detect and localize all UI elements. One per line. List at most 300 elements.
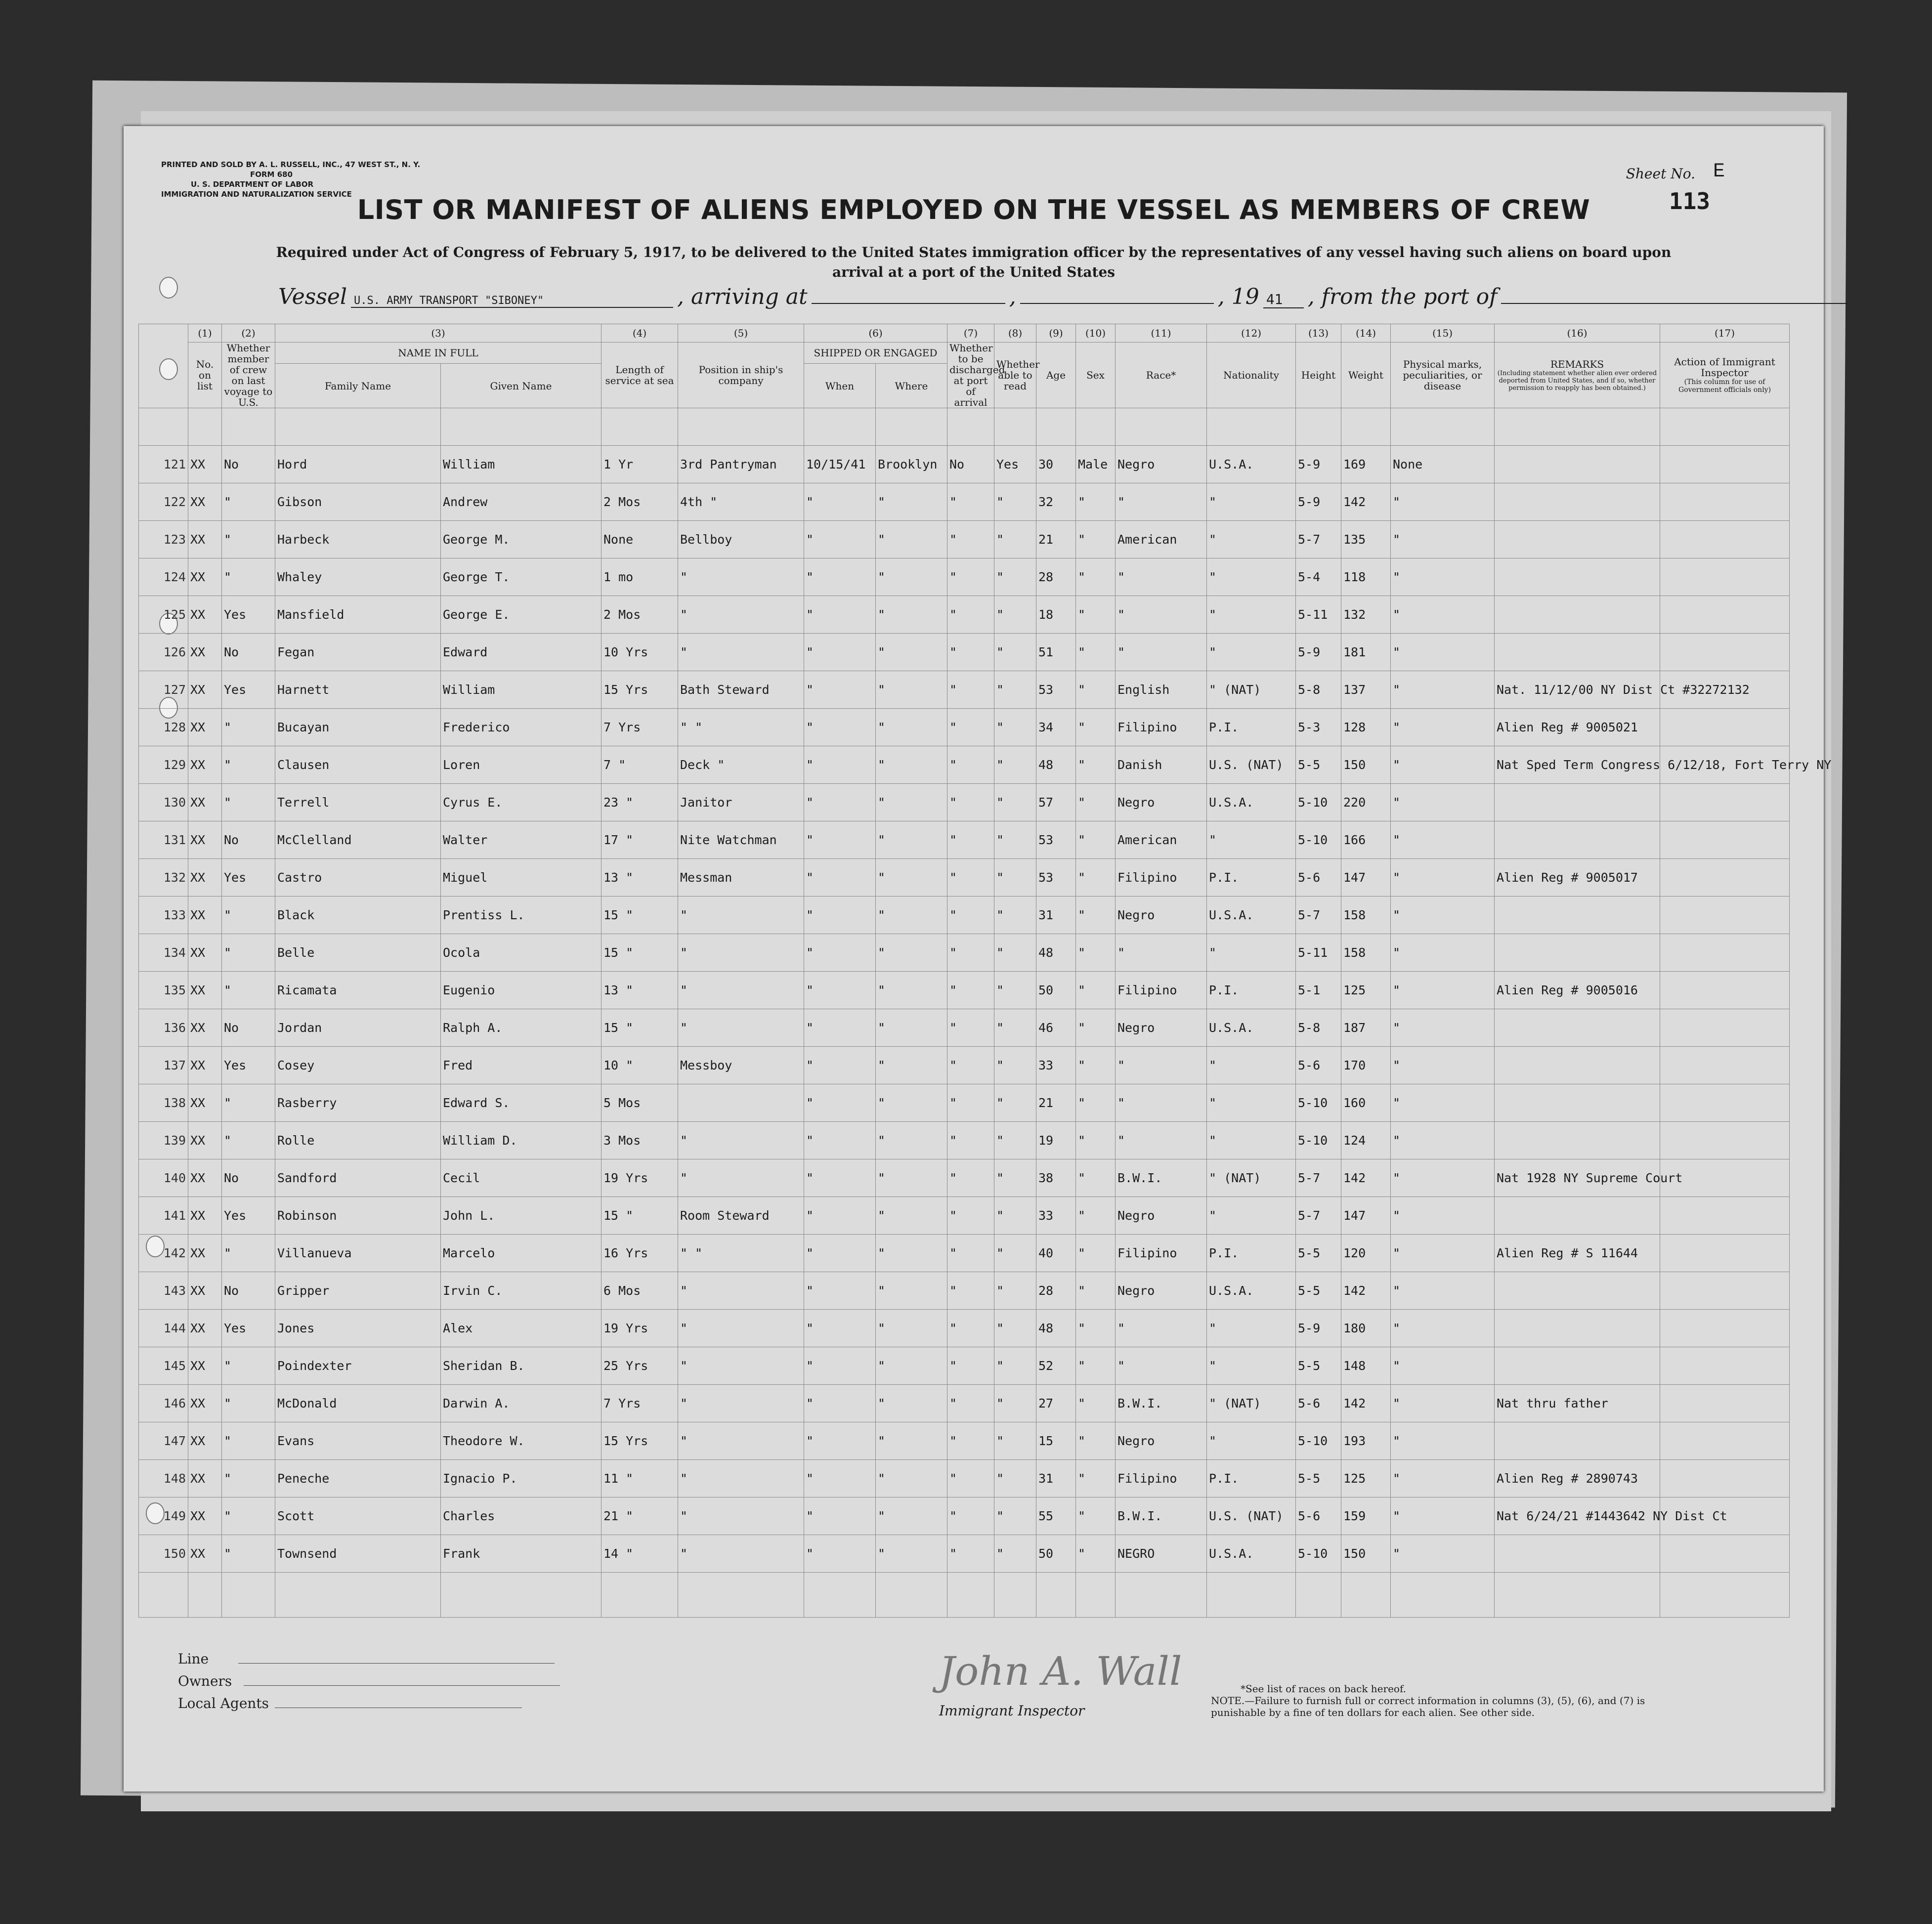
race-cell: Filipino (1116, 1460, 1207, 1497)
shipped-when-cell: " (804, 821, 876, 859)
inspector-action-cell (1660, 1272, 1790, 1310)
age-cell: 53 (1036, 671, 1076, 709)
shipped-when-cell: " (804, 558, 876, 596)
col-inspector-title: Action of Immigrant Inspector (1674, 356, 1775, 379)
weight-cell: 160 (1341, 1084, 1391, 1122)
shipped-where-cell: " (876, 1197, 947, 1235)
given-name-cell: William (441, 446, 601, 483)
height-cell: 5-3 (1296, 709, 1341, 746)
read-cell: " (994, 821, 1036, 859)
remarks-cell: Nat. 11/12/00 NY Dist Ct #32272132 (1495, 671, 1660, 709)
sex-cell: " (1076, 1235, 1116, 1272)
shipped-where-cell: " (876, 671, 947, 709)
age-cell: 51 (1036, 634, 1076, 671)
height-cell: 5-10 (1296, 1122, 1341, 1159)
last-voyage-cell: No (222, 821, 275, 859)
last-voyage-cell: " (222, 1084, 275, 1122)
sex-cell: " (1076, 934, 1116, 972)
height-cell: 5-5 (1296, 1347, 1341, 1385)
crew-row (139, 1084, 1790, 1122)
crew-row (139, 483, 1790, 521)
weight-cell: 147 (1341, 1197, 1391, 1235)
remarks-cell (1495, 1310, 1660, 1347)
last-voyage-cell: " (222, 746, 275, 784)
race-cell: Danish (1116, 746, 1207, 784)
position-cell: Messman (678, 859, 804, 897)
footnote (1211, 1683, 1680, 1718)
line-number: 149 (139, 1497, 188, 1535)
inspector-signature: John A. Wall (939, 1648, 1182, 1694)
shipped-where-cell: " (876, 558, 947, 596)
line-number: 129 (139, 746, 188, 784)
service: IMMIGRATION AND NATURALIZATION SERVICE (161, 190, 352, 199)
shipped-where-cell: " (876, 634, 947, 671)
given-name-cell: Loren (441, 746, 601, 784)
shipped-where-cell: " (876, 821, 947, 859)
physical-marks-cell: " (1391, 1159, 1495, 1197)
race-cell: American (1116, 521, 1207, 558)
service-length-cell: 1 Yr (601, 446, 678, 483)
shipped-when-cell: " (804, 1310, 876, 1347)
given-name-cell: Fred (441, 1047, 601, 1084)
line-number: 124 (139, 558, 188, 596)
crew-row (139, 934, 1790, 972)
family-name-cell: Harbeck (275, 521, 441, 558)
inspector-action-cell (1660, 1047, 1790, 1084)
physical-marks-cell: " (1391, 1047, 1495, 1084)
given-name-cell: Charles (441, 1497, 601, 1535)
line-number: 130 (139, 784, 188, 821)
position-cell: Janitor (678, 784, 804, 821)
nationality-cell: " (1207, 558, 1296, 596)
remarks-cell (1495, 1084, 1660, 1122)
col-age: Age (1036, 342, 1076, 408)
discharged-cell: " (947, 671, 994, 709)
line-number: 132 (139, 859, 188, 897)
col9-num: (9) (1036, 324, 1076, 342)
inspector-action-cell (1660, 596, 1790, 634)
sex-cell: Male (1076, 446, 1116, 483)
family-name-cell: Mansfield (275, 596, 441, 634)
race-cell: Negro (1116, 1009, 1207, 1047)
no-on-list: XX (188, 596, 222, 634)
printer-imprint (161, 160, 420, 199)
age-cell: 57 (1036, 784, 1076, 821)
family-name-cell: Whaley (275, 558, 441, 596)
remarks-cell (1495, 634, 1660, 671)
col-when: When (804, 364, 876, 408)
read-cell: " (994, 972, 1036, 1009)
agents-label: Local Agents (178, 1695, 269, 1711)
discharged-cell: " (947, 1159, 994, 1197)
height-cell: 5-1 (1296, 972, 1341, 1009)
age-cell: 32 (1036, 483, 1076, 521)
physical-marks-cell: " (1391, 1122, 1495, 1159)
discharged-cell: " (947, 1047, 994, 1084)
inspector-action-cell (1660, 1422, 1790, 1460)
manifest-sheet (124, 126, 1832, 1792)
discharged-cell: " (947, 634, 994, 671)
remarks-cell (1495, 483, 1660, 521)
discharged-cell: " (947, 1235, 994, 1272)
crew-row (139, 709, 1790, 746)
department: U. S. DEPARTMENT OF LABOR (191, 180, 314, 189)
family-name-cell: Cosey (275, 1047, 441, 1084)
shipped-when-cell: " (804, 972, 876, 1009)
no-on-list: XX (188, 1272, 222, 1310)
remarks-cell (1495, 1122, 1660, 1159)
remarks-cell (1495, 1535, 1660, 1573)
crew-row (139, 634, 1790, 671)
crew-row (139, 972, 1790, 1009)
shipped-where-cell: " (876, 784, 947, 821)
line-number: 123 (139, 521, 188, 558)
line-number: 127 (139, 671, 188, 709)
discharged-cell: " (947, 558, 994, 596)
year-prefix: , 19 (1217, 284, 1259, 309)
position-cell: " (678, 1272, 804, 1310)
physical-marks-cell: " (1391, 1084, 1495, 1122)
physical-marks-cell: None (1391, 446, 1495, 483)
sheet-number-value: E (1713, 161, 1725, 183)
shipped-where-cell: " (876, 1422, 947, 1460)
position-cell: " (678, 1159, 804, 1197)
physical-marks-cell: " (1391, 1310, 1495, 1347)
race-cell: " (1116, 596, 1207, 634)
shipped-where-cell: " (876, 521, 947, 558)
no-on-list: XX (188, 446, 222, 483)
service-length-cell: 7 Yrs (601, 709, 678, 746)
sex-cell: " (1076, 1422, 1116, 1460)
crew-row (139, 1347, 1790, 1385)
sex-cell: " (1076, 1385, 1116, 1422)
sex-cell: " (1076, 1122, 1116, 1159)
given-name-cell: Walter (441, 821, 601, 859)
inspector-action-cell (1660, 1310, 1790, 1347)
shipped-when-cell: " (804, 1235, 876, 1272)
given-name-cell: Ignacio P. (441, 1460, 601, 1497)
read-cell: " (994, 1497, 1036, 1535)
race-cell: B.W.I. (1116, 1159, 1207, 1197)
discharged-cell: " (947, 1535, 994, 1573)
physical-marks-cell: " (1391, 596, 1495, 634)
discharged-cell: " (947, 1122, 994, 1159)
line-number: 144 (139, 1310, 188, 1347)
discharged-cell: " (947, 934, 994, 972)
age-cell: 48 (1036, 934, 1076, 972)
nationality-cell: " (1207, 821, 1296, 859)
service-length-cell: 3 Mos (601, 1122, 678, 1159)
age-cell: 34 (1036, 709, 1076, 746)
physical-marks-cell: " (1391, 558, 1495, 596)
service-length-cell: 15 Yrs (601, 1422, 678, 1460)
age-cell: 40 (1036, 1235, 1076, 1272)
race-cell: " (1116, 1122, 1207, 1159)
read-cell: " (994, 784, 1036, 821)
shipped-where-cell: " (876, 1347, 947, 1385)
service-length-cell: 17 " (601, 821, 678, 859)
position-cell: " " (678, 709, 804, 746)
shipped-when-cell: " (804, 1497, 876, 1535)
col-remarks-sub: (Including statement whether alien ever ordered deported from United States, and if so, whether permission to reapply has been obtained.) (1497, 369, 1657, 392)
race-cell: Negro (1116, 1422, 1207, 1460)
position-cell: " (678, 1009, 804, 1047)
family-name-cell: Castro (275, 859, 441, 897)
printer-line: PRINTED AND SOLD BY A. L. RUSSELL, INC., 47 WEST ST., N. Y. (161, 160, 421, 169)
last-voyage-cell: " (222, 1347, 275, 1385)
family-name-cell: Jordan (275, 1009, 441, 1047)
year-suffix: 41 (1263, 291, 1304, 308)
inspector-action-cell (1660, 446, 1790, 483)
no-on-list: XX (188, 1197, 222, 1235)
remarks-cell: Nat 1928 NY Supreme Court (1495, 1159, 1660, 1197)
punch-hole (159, 277, 178, 299)
line-number: 143 (139, 1272, 188, 1310)
age-cell: 48 (1036, 746, 1076, 784)
family-name-cell: Fegan (275, 634, 441, 671)
position-cell: " (678, 1497, 804, 1535)
col-sex: Sex (1076, 342, 1116, 408)
sex-cell: " (1076, 1159, 1116, 1197)
shipped-where-cell: " (876, 897, 947, 934)
shipped-when-cell: " (804, 1535, 876, 1573)
service-length-cell: 15 Yrs (601, 671, 678, 709)
position-cell: " (678, 596, 804, 634)
read-cell: " (994, 709, 1036, 746)
vessel-line (274, 284, 1848, 309)
age-cell: 52 (1036, 1347, 1076, 1385)
remarks-cell (1495, 1197, 1660, 1235)
col5-num: (5) (678, 324, 804, 342)
position-cell: " (678, 634, 804, 671)
shipped-when-cell: " (804, 897, 876, 934)
family-name-cell: Rolle (275, 1122, 441, 1159)
race-cell: " (1116, 634, 1207, 671)
given-name-cell: Sheridan B. (441, 1347, 601, 1385)
shipped-when-cell: " (804, 1347, 876, 1385)
remarks-cell (1495, 521, 1660, 558)
no-on-list: XX (188, 784, 222, 821)
last-voyage-cell: " (222, 972, 275, 1009)
sex-cell: " (1076, 1272, 1116, 1310)
col12-num: (12) (1207, 324, 1296, 342)
line-number: 136 (139, 1009, 188, 1047)
crew-row (139, 521, 1790, 558)
service-length-cell: 2 Mos (601, 596, 678, 634)
nationality-cell: U.S.A. (1207, 1272, 1296, 1310)
last-voyage-cell: " (222, 1385, 275, 1422)
line-label: Line (178, 1651, 209, 1667)
service-length-cell: 7 Yrs (601, 1385, 678, 1422)
read-cell: " (994, 746, 1036, 784)
weight-cell: 125 (1341, 972, 1391, 1009)
race-cell: Filipino (1116, 859, 1207, 897)
family-name-cell: McDonald (275, 1385, 441, 1422)
last-voyage-cell: Yes (222, 596, 275, 634)
discharged-cell: " (947, 596, 994, 634)
family-name-cell: Villanueva (275, 1235, 441, 1272)
race-cell: B.W.I. (1116, 1385, 1207, 1422)
race-cell: Negro (1116, 1272, 1207, 1310)
shipped-when-cell: " (804, 1385, 876, 1422)
inspector-action-cell (1660, 784, 1790, 821)
service-length-cell: 1 mo (601, 558, 678, 596)
race-cell: B.W.I. (1116, 1497, 1207, 1535)
col-race: Race* (1116, 342, 1207, 408)
weight-cell: 147 (1341, 859, 1391, 897)
remarks-cell (1495, 558, 1660, 596)
last-voyage-cell: " (222, 709, 275, 746)
line-number: 134 (139, 934, 188, 972)
shipped-where-cell: " (876, 1497, 947, 1535)
crew-row (139, 859, 1790, 897)
service-length-cell: 10 Yrs (601, 634, 678, 671)
family-name-cell: Townsend (275, 1535, 441, 1573)
given-name-cell: Irvin C. (441, 1272, 601, 1310)
race-cell: " (1116, 1347, 1207, 1385)
family-name-cell: Clausen (275, 746, 441, 784)
shipped-when-cell: " (804, 784, 876, 821)
physical-marks-cell: " (1391, 483, 1495, 521)
weight-cell: 169 (1341, 446, 1391, 483)
shipped-where-cell: " (876, 1235, 947, 1272)
physical-marks-cell: " (1391, 1197, 1495, 1235)
physical-marks-cell: " (1391, 934, 1495, 972)
sex-cell: " (1076, 1047, 1116, 1084)
position-cell: " (678, 1122, 804, 1159)
crew-row (139, 671, 1790, 709)
discharged-cell: " (947, 972, 994, 1009)
remarks-cell: Nat Sped Term Congress 6/12/18, Fort Terry NY (1495, 746, 1660, 784)
read-cell: " (994, 859, 1036, 897)
line-number: 148 (139, 1460, 188, 1497)
height-cell: 5-6 (1296, 859, 1341, 897)
col16-num: (16) (1495, 324, 1660, 342)
given-name-cell: Marcelo (441, 1235, 601, 1272)
no-on-list: XX (188, 521, 222, 558)
col-shipped-engaged: SHIPPED OR ENGAGED (804, 342, 947, 364)
shipped-when-cell: " (804, 671, 876, 709)
age-cell: 28 (1036, 558, 1076, 596)
discharged-cell: " (947, 1009, 994, 1047)
crew-row (139, 1310, 1790, 1347)
physical-marks-cell: " (1391, 784, 1495, 821)
sex-cell: " (1076, 784, 1116, 821)
no-on-list: XX (188, 746, 222, 784)
inspector-action-cell (1660, 821, 1790, 859)
remarks-cell: Alien Reg # 9005016 (1495, 972, 1660, 1009)
weight-cell: 220 (1341, 784, 1391, 821)
document-subtitle: Required under Act of Congress of February 5, 1917, to be delivered to the United States immigration officer by the representatives of any vessel having such aliens on board upon arrival at a port of the United States (276, 244, 1672, 280)
physical-marks-cell: " (1391, 709, 1495, 746)
footnote-penalty: NOTE.—Failure to furnish full or correct information in columns (3), (5), (6), and (7) is punishable by a fine of ten dollars for each alien. See other side. (1211, 1695, 1645, 1718)
sex-cell: " (1076, 821, 1116, 859)
crew-row (139, 897, 1790, 934)
given-name-cell: George M. (441, 521, 601, 558)
last-voyage-cell: " (222, 934, 275, 972)
height-cell: 5-5 (1296, 746, 1341, 784)
height-cell: 5-11 (1296, 596, 1341, 634)
shipped-where-cell: " (876, 1009, 947, 1047)
sex-cell: " (1076, 859, 1116, 897)
race-cell: " (1116, 1047, 1207, 1084)
form-number: FORM 680 (250, 170, 293, 179)
weight-cell: 148 (1341, 1347, 1391, 1385)
nationality-cell: U.S.A. (1207, 446, 1296, 483)
shipped-where-cell: " (876, 1159, 947, 1197)
sex-cell: " (1076, 1009, 1116, 1047)
race-cell: NEGRO (1116, 1535, 1207, 1573)
service-length-cell: 13 " (601, 972, 678, 1009)
remarks-cell (1495, 784, 1660, 821)
col-discharged: Whether to be discharged at port of arrival (947, 342, 994, 408)
weight-cell: 124 (1341, 1122, 1391, 1159)
position-cell: " (678, 934, 804, 972)
position-cell: " " (678, 1235, 804, 1272)
weight-cell: 128 (1341, 709, 1391, 746)
height-cell: 5-6 (1296, 1497, 1341, 1535)
crew-table (138, 324, 1832, 1618)
physical-marks-cell: " (1391, 1535, 1495, 1573)
physical-marks-cell: " (1391, 634, 1495, 671)
physical-marks-cell: " (1391, 1235, 1495, 1272)
given-name-cell: Frederico (441, 709, 601, 746)
race-cell: Negro (1116, 446, 1207, 483)
last-voyage-cell: Yes (222, 671, 275, 709)
family-name-cell: Harnett (275, 671, 441, 709)
inspector-action-cell (1660, 897, 1790, 934)
crew-row (139, 746, 1790, 784)
given-name-cell: Cyrus E. (441, 784, 601, 821)
line-number: 139 (139, 1122, 188, 1159)
physical-marks-cell: " (1391, 972, 1495, 1009)
nationality-cell: P.I. (1207, 972, 1296, 1009)
height-cell: 5-5 (1296, 1235, 1341, 1272)
service-length-cell: 19 Yrs (601, 1310, 678, 1347)
last-voyage-cell: Yes (222, 859, 275, 897)
footnote-races: *See list of races on back hereof. (1241, 1683, 1407, 1695)
family-name-cell: Peneche (275, 1460, 441, 1497)
family-name-cell: Gibson (275, 483, 441, 521)
height-cell: 5-10 (1296, 1422, 1341, 1460)
family-name-cell: Rasberry (275, 1084, 441, 1122)
physical-marks-cell: " (1391, 1272, 1495, 1310)
no-on-list: XX (188, 1535, 222, 1573)
crew-row (139, 1460, 1790, 1497)
position-cell: Messboy (678, 1047, 804, 1084)
weight-cell: 135 (1341, 521, 1391, 558)
sex-cell: " (1076, 1347, 1116, 1385)
no-on-list: XX (188, 821, 222, 859)
agents-field (178, 1695, 522, 1711)
family-name-cell: Gripper (275, 1272, 441, 1310)
service-length-cell: 11 " (601, 1460, 678, 1497)
discharged-cell: No (947, 446, 994, 483)
race-cell: Negro (1116, 784, 1207, 821)
inspector-action-cell (1660, 1385, 1790, 1422)
height-cell: 5-10 (1296, 821, 1341, 859)
height-cell: 5-9 (1296, 634, 1341, 671)
shipped-when-cell: " (804, 1084, 876, 1122)
position-cell: Nite Watchman (678, 821, 804, 859)
shipped-where-cell: " (876, 596, 947, 634)
arrival-port-field (812, 303, 1005, 304)
weight-cell: 150 (1341, 1535, 1391, 1573)
family-name-cell: Poindexter (275, 1347, 441, 1385)
col-no-on-list: No. on list (188, 342, 222, 408)
shipped-where-cell: " (876, 709, 947, 746)
weight-cell: 125 (1341, 1460, 1391, 1497)
